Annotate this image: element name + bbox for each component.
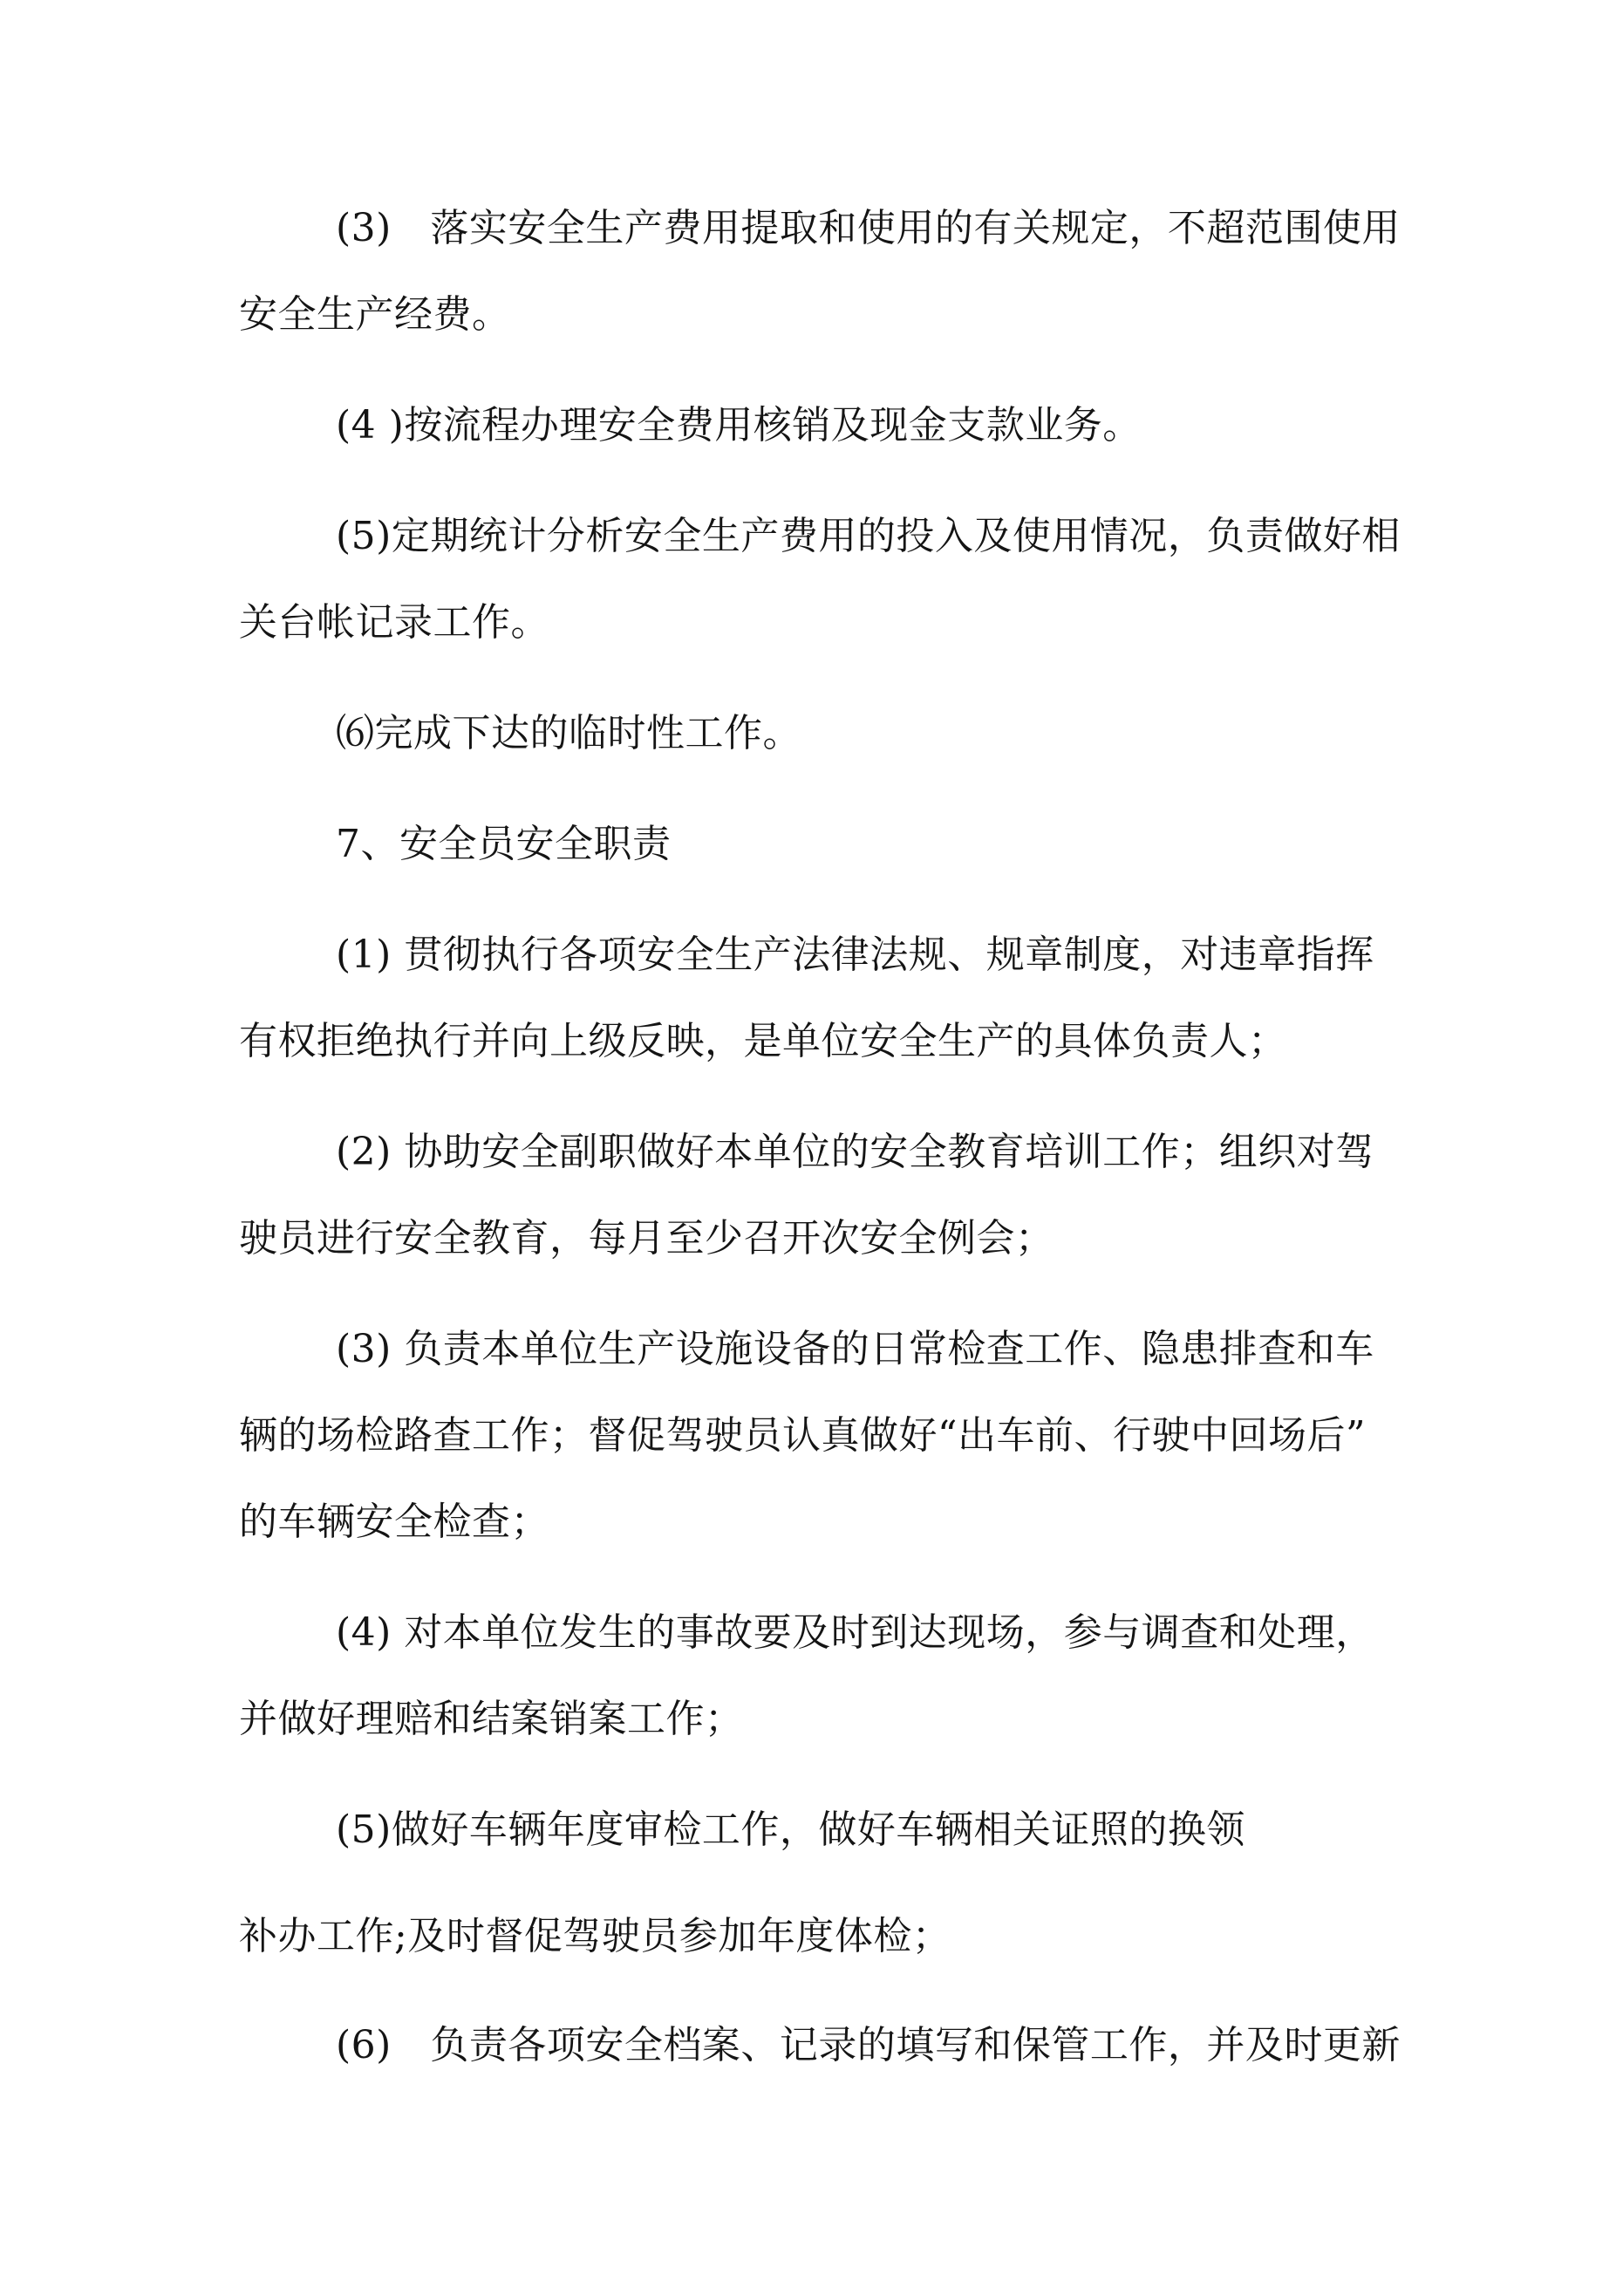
duty-4-line-1: (4) 对本单位发生的事故要及时到达现场，参与调查和处理，: [336, 1610, 1374, 1655]
duty-3-line-3: 的车辆安全检查；: [239, 1500, 549, 1544]
paragraph-5-line-2: 关台帐记录工作。: [239, 600, 549, 645]
duty-5-line-2: 补办工作;及时督促驾驶员参加年度体检；: [239, 1914, 951, 1958]
paragraph-5-line-1: (5)定期统计分析安全生产费用的投入及使用情况，负责做好相: [336, 514, 1401, 558]
duty-2-line-1: (2) 协助安全副职做好本单位的安全教育培训工作；组织对驾: [336, 1130, 1374, 1174]
paragraph-6-line-1: ⑹完成下达的临时性工作。: [336, 711, 801, 755]
paragraph-3-line-1: (3) 落实安全生产费用提取和使用的有关规定，不超范围使用: [336, 206, 1401, 250]
paragraph-4-line-1: (4 )按流程办理安全费用核销及现金支款业务。: [336, 403, 1142, 448]
section-heading-7: 7、安全员安全职责: [336, 822, 672, 866]
duty-4-line-2: 并做好理赔和结案销案工作；: [239, 1697, 744, 1741]
duty-2-line-2: 驶员进行安全教育，每月至少召开次安全例会；: [239, 1216, 1054, 1261]
duty-1-line-2: 有权拒绝执行并向上级反映，是单位安全生产的具体负责人；: [239, 1019, 1287, 1063]
duty-5-line-1: (5)做好车辆年度审检工作，做好车辆相关证照的换领: [336, 1807, 1245, 1852]
duty-3-line-1: (3) 负责本单位生产设施设备的日常检查工作、隐患排查和车: [336, 1327, 1374, 1371]
duty-6-line-1: (6) 负责各项安全档案、记录的填写和保管工作，并及时更新: [336, 2023, 1401, 2067]
duty-3-line-2: 辆的场检路查工作；督促驾驶员认真做好“出车前、行驶中回场后”: [239, 1413, 1366, 1458]
paragraph-3-line-2: 安全生产经费。: [239, 292, 511, 337]
duty-1-line-1: (1) 贯彻执行各项安全生产法律法规、规章制度，对违章指挥: [336, 933, 1374, 977]
